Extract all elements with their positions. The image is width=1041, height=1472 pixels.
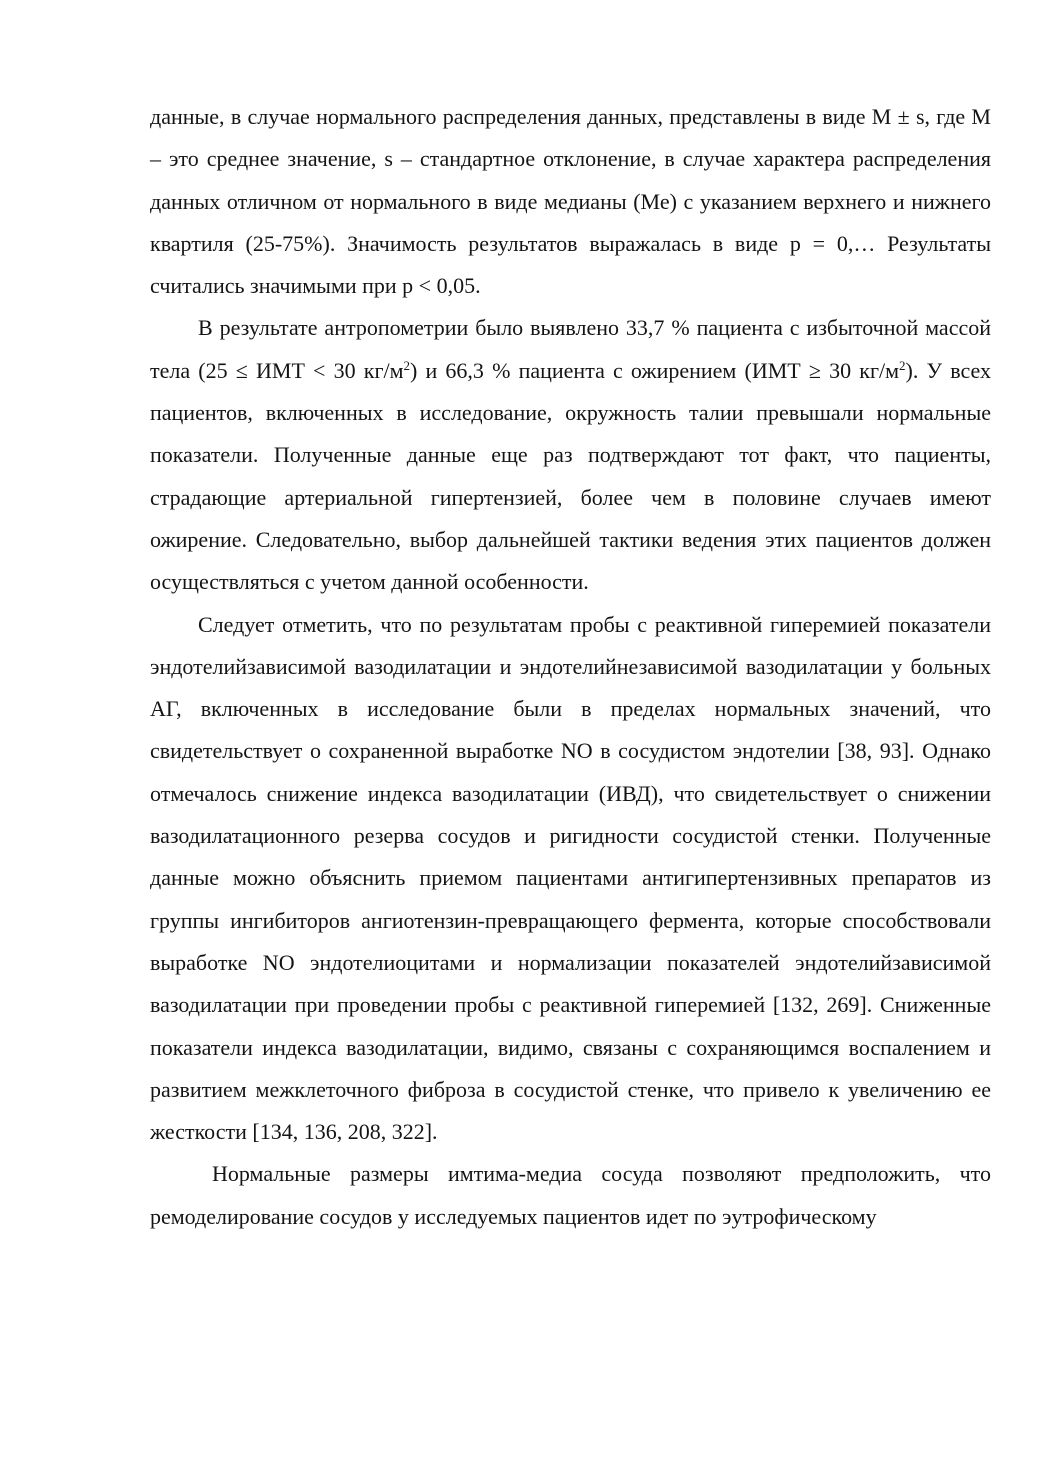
paragraph-text: В результате антропометрии было выявлено 33,7 % пациента с избыточной массой тела (25 ≤ ИМТ < 30 кг/м bbox=[150, 315, 991, 383]
paragraph-text: ). У всех пациентов, включенных в исследование, окружность талии превышали нормальные показатели. Полученные данные еще раз подтверждают тот факт, что пациенты, страдающие артериальной гипертензией, более чем в половине случаев имеют ожирение. Следовательно, выбор дальнейшей тактики ведения этих пациентов должен осуществляться с учетом данной особенности. bbox=[150, 357, 991, 595]
paragraph-text: Нормальные размеры имтима-медиа сосуда позволяют предположить, что ремоделирование сосудов у исследуемых пациентов идет по эутрофическому bbox=[150, 1161, 991, 1229]
paragraph-text: данные, в случае нормального распределения данных, представлены в виде M ± s, где M – это среднее значение, s – стандартное отклонение, в случае характера распределения данных отличном от нормального в виде медианы (Ме) с указанием верхнего и нижнего квартиля (25-75%). Значимость результатов выражалась в виде р = 0,… Результаты считались значимыми при р < 0,05. bbox=[150, 104, 991, 299]
paragraph-text: ) и 66,3 % пациента с ожирением (ИМТ ≥ 30 кг/м bbox=[410, 357, 900, 383]
superscript: 2 bbox=[899, 357, 906, 373]
superscript: 2 bbox=[403, 357, 411, 373]
paragraph-text: Следует отметить, что по результатам пробы с реактивной гиперемией показатели эндотелийзависимой вазодилатации и эндотелийнезависимой вазодилатации у больных АГ, включенных в исследование были в пределах нормальных значений, что свидетельствует о сохраненной выработке NO в сосудистом эндотелии [38, 93]. Однако отмечалось снижение индекса вазодилатации (ИВД), что свидетельствует о снижении вазодилатационного резерва сосудов и ригидности сосудистой стенки. Полученные данные можно объяснить приемом пациентами антигипертензивных препаратов из группы ингибиторов ангиотензин-превращающего фермента, которые способствовали выработке NO эндотелиоцитами и нормализации показателей эндотелийзависимой вазодилатации при проведении пробы с реактивной гиперемией [132, 269]. Сниженные показатели индекса вазодилатации, видимо, связаны с сохраняющимся воспалением и развитием межклеточного фиброза в сосудистой стенке, что привело к увеличению ее жесткости [134, 136, 208, 322]. bbox=[150, 611, 991, 1145]
document-page bbox=[150, 96, 991, 1238]
paragraph-statistics bbox=[150, 96, 991, 307]
paragraph-vasodilation bbox=[150, 604, 991, 1154]
paragraph-anthropometry bbox=[150, 307, 991, 603]
paragraph-intima-media bbox=[150, 1153, 991, 1238]
